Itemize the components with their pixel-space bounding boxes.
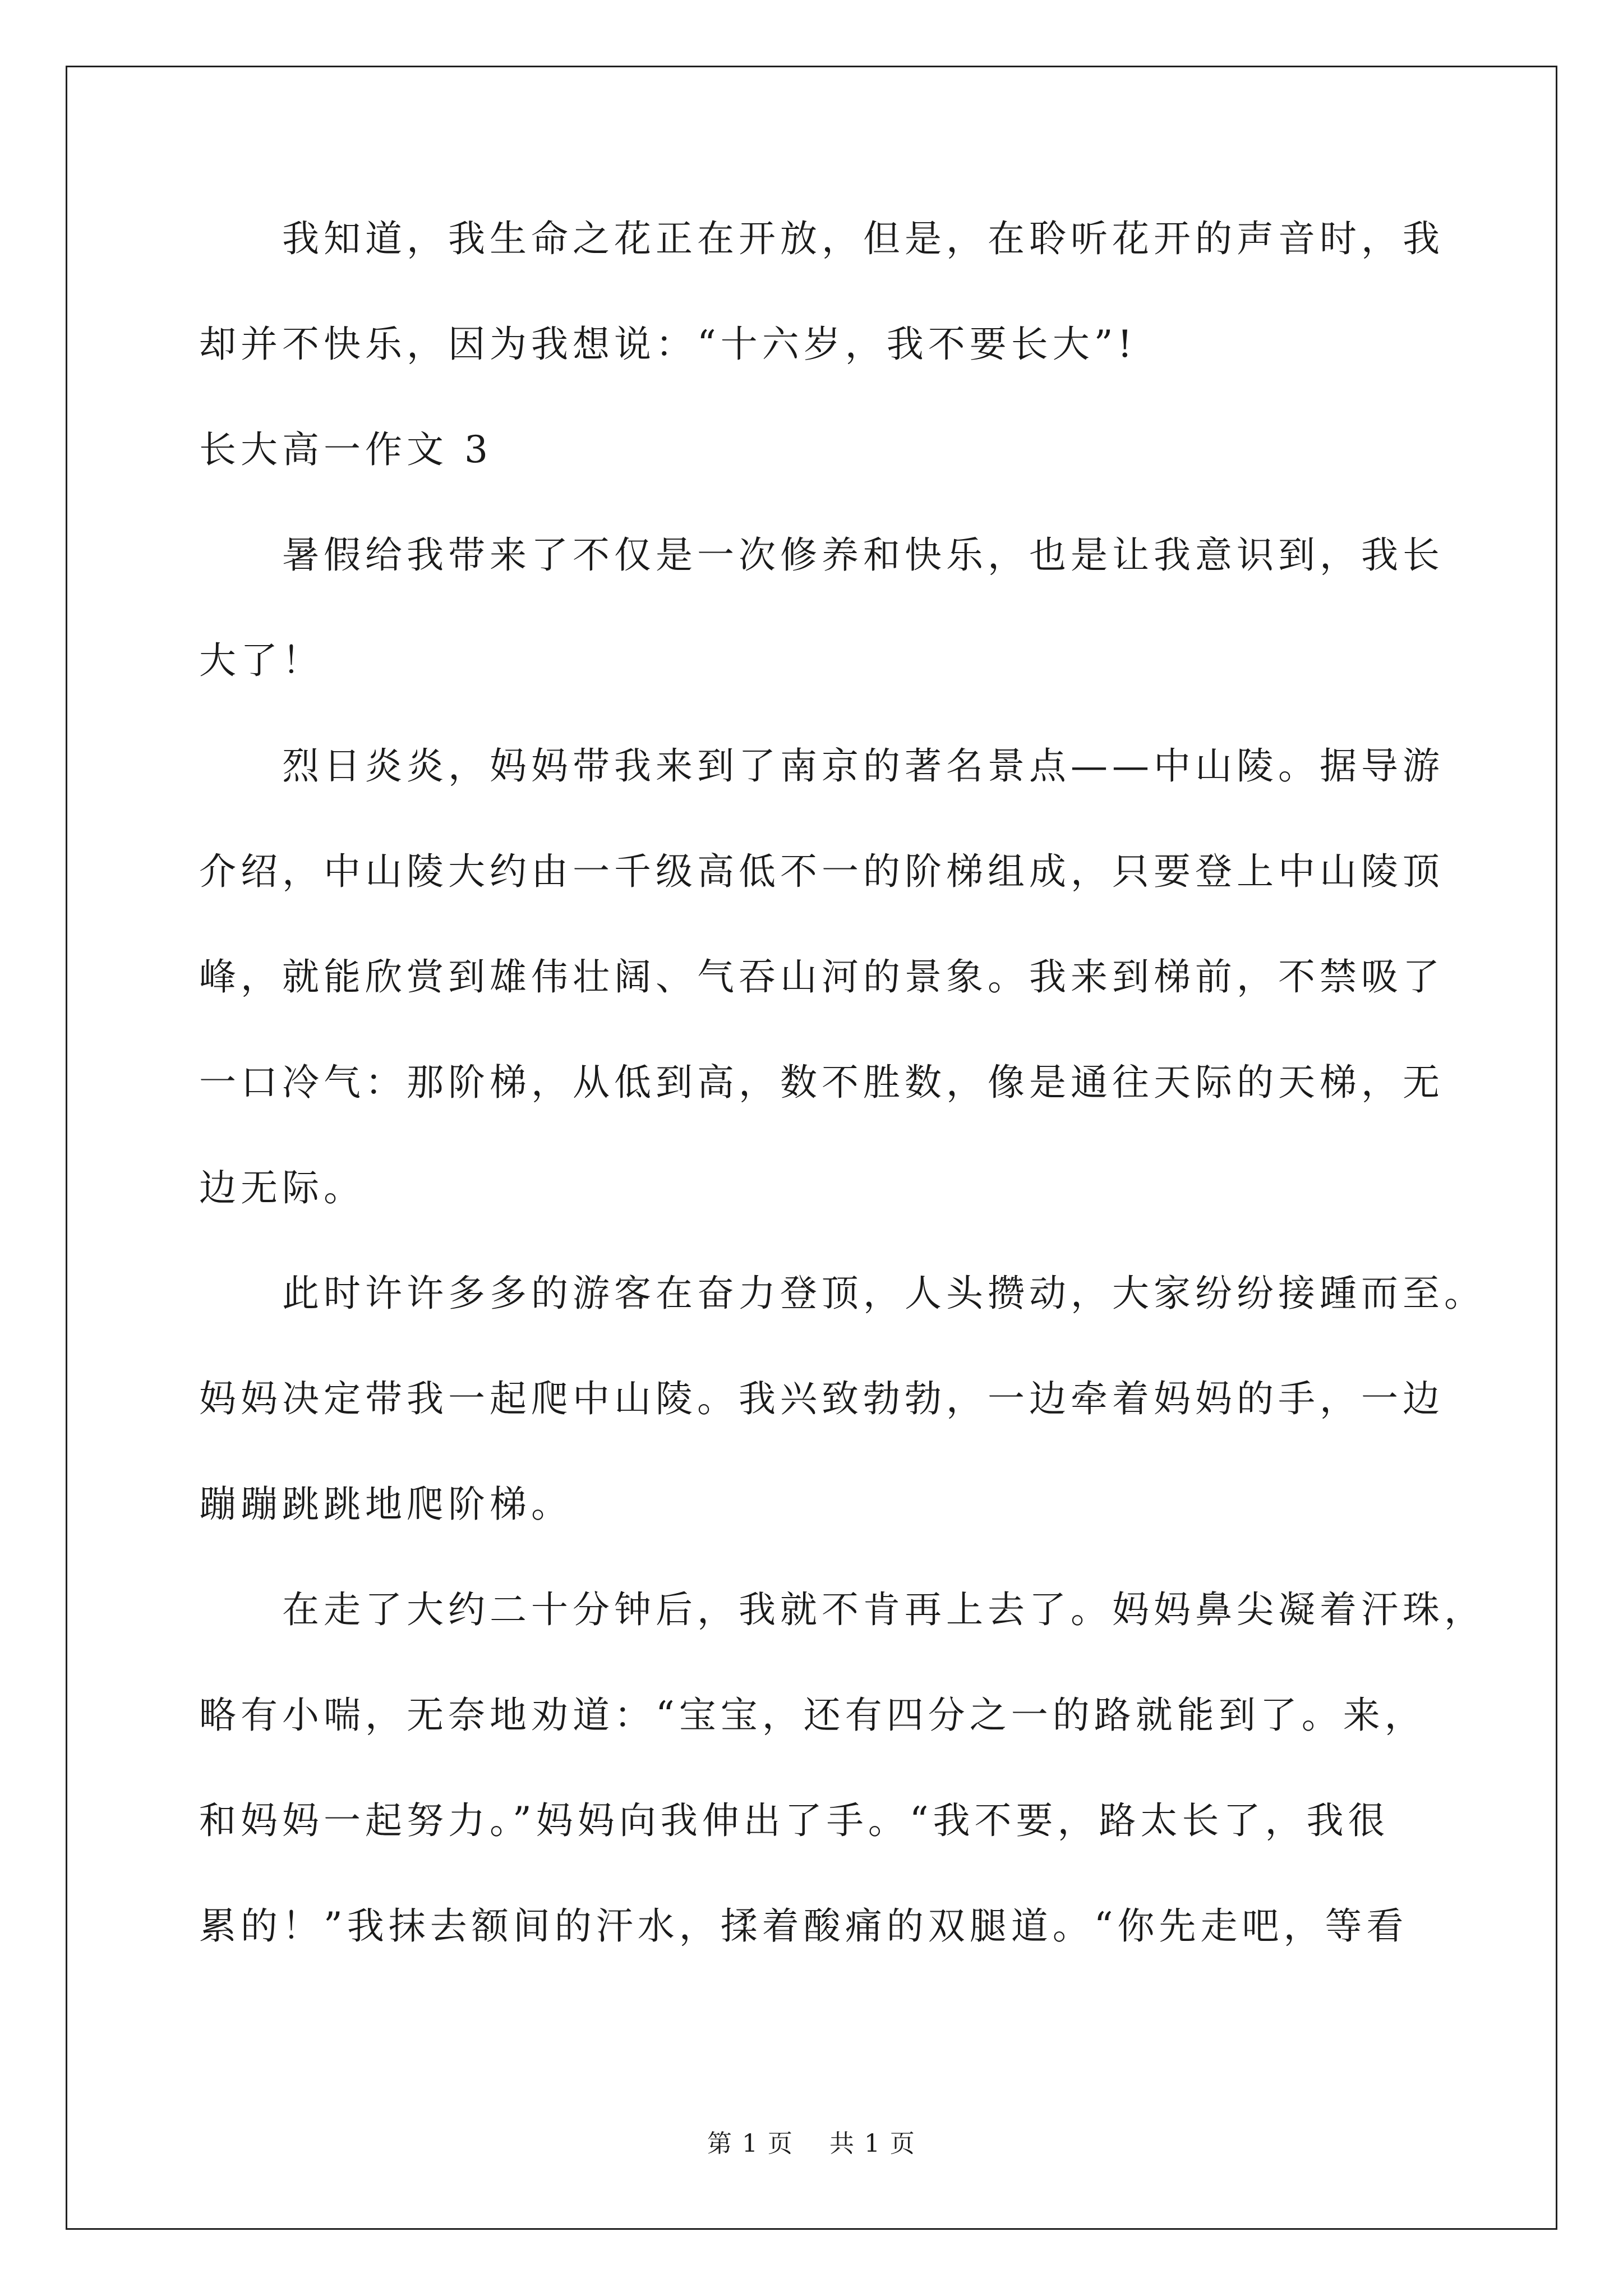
- paragraph: [199, 213, 1444, 370]
- page-footer: 第 1 页 共 1 页: [707, 2129, 916, 2158]
- paragraph: [199, 530, 1444, 687]
- paragraph: [199, 1584, 1486, 1952]
- text-line: 在走了大约二十分钟后，我就不肯再上去了。妈妈鼻尖凝着汗珠，: [282, 1588, 1486, 1631]
- heading-text: 长大高一作文 3: [199, 428, 492, 471]
- text-line: 峰，就能欣赏到雄伟壮阔、气吞山河的景象。我来到梯前，不禁吸了: [199, 955, 1444, 999]
- text-line: 却并不快乐，因为我想说：“十六岁，我不要长大”!: [199, 323, 1137, 366]
- text-line: 大了！: [199, 639, 324, 682]
- text-line: 累的！”我抹去额间的汗水，揉着酸痛的双腿道。“你先走吧，等看: [199, 1904, 1408, 1948]
- section-heading: [199, 424, 1433, 476]
- paragraph: [199, 1268, 1486, 1530]
- text-line: 暑假给我带来了不仅是一次修养和快乐，也是让我意识到，我长: [282, 533, 1444, 577]
- text-line: 我知道，我生命之花正在开放，但是，在聆听花开的声音时，我: [282, 217, 1444, 260]
- document-body: [199, 213, 1486, 1952]
- text-line: 此时许许多多的游客在奋力登顶，人头攒动，大家纷纷接踵而至。: [282, 1272, 1486, 1315]
- text-line: 边无际。: [199, 1166, 365, 1209]
- paragraph: [199, 740, 1444, 1214]
- text-line: 一口冷气：那阶梯，从低到高，数不胜数，像是通往天际的天梯，无: [199, 1061, 1444, 1104]
- text-line: 蹦蹦跳跳地爬阶梯。: [199, 1483, 573, 1526]
- text-line: 略有小喘，无奈地劝道：“宝宝，还有四分之一的路就能到了。来，: [199, 1694, 1426, 1737]
- text-line: 和妈妈一起努力。”妈妈向我伸出了手。“我不要，路太长了，我很: [199, 1799, 1390, 1842]
- text-line: 烈日炎炎，妈妈带我来到了南京的著名景点——中山陵。据导游: [282, 744, 1444, 788]
- text-line: 介绍，中山陵大约由一千级高低不一的阶梯组成，只要登上中山陵顶: [199, 850, 1444, 893]
- text-line: 妈妈决定带我一起爬中山陵。我兴致勃勃，一边牵着妈妈的手，一边: [199, 1377, 1444, 1420]
